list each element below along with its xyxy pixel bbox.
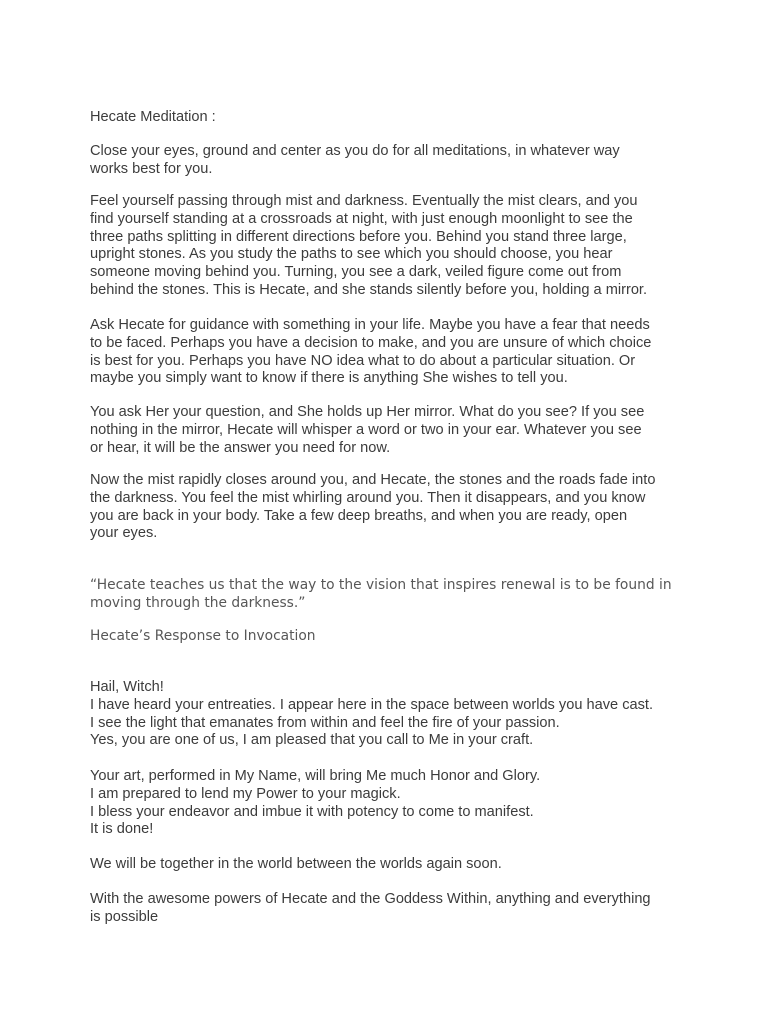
text-line: With the awesome powers of Hecate and the Goddess Within, anything and everything [90,891,651,907]
text-line: is best for you. Perhaps you have NO idea what to do about a particular situation. Or [90,352,636,369]
text-line: maybe you simply want to know if there is anything She wishes to tell you. [90,370,568,387]
text-line: the darkness. You feel the mist whirling around you. Then it disappears, and you know [90,489,646,506]
text-line: is possible [90,908,159,925]
text-line: to be faced. Perhaps you have a decision to make, and you are unsure of which choice [90,334,652,351]
text-line: “Hecate teaches us that the way to the vision that inspires renewal is to be found in [90,577,672,593]
text-line: behind the stones. This is Hecate, and she stands silently before you, holding a mirror. [90,281,648,298]
text-line: Hail, Witch! [90,679,164,695]
response-heading: Hecate’s Response to Invocation [90,628,316,644]
text-line: you are back in your body. Take a few deep breaths, and when you are ready, open [90,507,628,524]
text-line: It is done! [90,821,154,838]
text-line: or hear, it will be the answer you need for now. [90,439,391,456]
paragraph-guidance [90,317,690,388]
text-line: someone moving behind you. Turning, you see a dark, veiled figure come out from [90,264,622,281]
paragraph-together [90,856,690,874]
text-line: nothing in the mirror, Hecate will whisper a word or two in your ear. Whatever you see [90,421,642,438]
text-line: Ask Hecate for guidance with something in your life. Maybe you have a fear that needs [90,317,650,333]
text-line: moving through the darkness.” [90,594,306,611]
text-line: your eyes. [90,525,158,542]
text-line: Close your eyes, ground and center as you do for all meditations, in whatever way [90,143,620,159]
text-line: works best for you. [90,160,213,177]
text-line: I have heard your entreaties. I appear here in the space between worlds you have cast. [90,696,654,713]
text-line: I bless your endeavor and imbue it with potency to come to manifest. [90,803,534,820]
paragraph-return [90,472,690,543]
paragraph-powers [90,891,690,927]
document-title: Hecate Meditation : [90,109,216,125]
text-line: find yourself standing at a crossroads at night, with just enough moonlight to see the [90,210,633,227]
text-line: You ask Her your question, and She holds up Her mirror. What do you see? If you see [90,404,645,420]
paragraph-mirror [90,404,690,457]
text-line: I am prepared to lend my Power to your magick. [90,785,401,802]
paragraph-instructions [90,143,690,179]
text-line: three paths splitting in different directions before you. Behind you stand three large, [90,228,627,245]
paragraph-blessing [90,768,690,839]
text-line: Your art, performed in My Name, will bring Me much Honor and Glory. [90,768,541,784]
text-line: Feel yourself passing through mist and darkness. Eventually the mist clears, and you [90,193,638,209]
paragraph-mist [90,193,690,300]
quote-block [90,577,690,613]
paragraph-hail [90,679,690,750]
text-line: upright stones. As you study the paths to see which you should choose, you hear [90,246,613,263]
text-line: I see the light that emanates from within and feel the fire of your passion. [90,714,560,731]
text-line: Now the mist rapidly closes around you, and Hecate, the stones and the roads fade into [90,472,656,488]
text-line: Yes, you are one of us, I am pleased that you call to Me in your craft. [90,732,534,749]
text-line: We will be together in the world between the worlds again soon. [90,856,502,872]
